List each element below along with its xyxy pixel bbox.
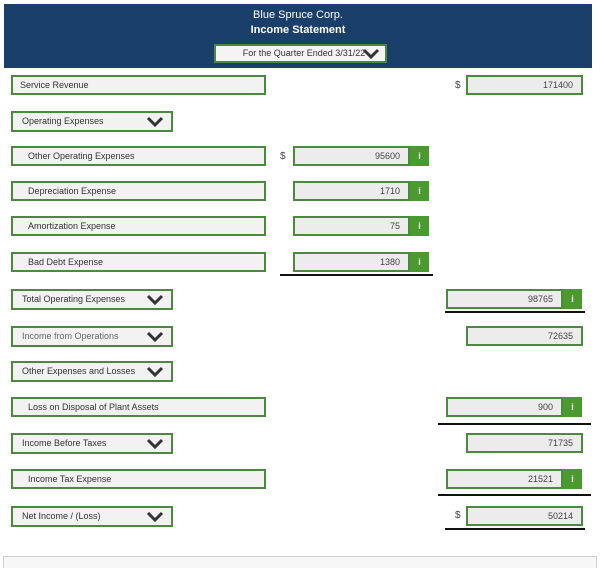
subtotal-rule — [280, 274, 433, 276]
period-select-value: For the Quarter Ended 3/31/22 — [242, 48, 366, 58]
chevron-down-icon — [146, 366, 164, 377]
bad-debt-expense-amount[interactable]: 1380 — [293, 252, 410, 272]
info-icon[interactable]: i — [410, 216, 429, 236]
income-from-operations-select[interactable] — [11, 326, 173, 347]
income-before-taxes-select[interactable] — [11, 433, 173, 454]
chevron-down-icon — [146, 294, 164, 305]
total-operating-expenses-select[interactable] — [11, 289, 173, 310]
income-tax-expense-amount[interactable]: 21521 — [446, 469, 563, 489]
amortization-expense-amount[interactable]: 75 — [293, 216, 410, 236]
net-income-select-value: Net Income / (Loss) — [22, 511, 101, 521]
currency-symbol: $ — [455, 80, 461, 91]
chevron-down-icon — [362, 48, 380, 59]
subtotal-rule — [445, 311, 585, 313]
service-revenue-field[interactable]: Service Revenue — [11, 75, 266, 95]
next-section-panel — [3, 556, 597, 568]
other-expenses-losses-select-value: Other Expenses and Losses — [22, 366, 136, 376]
amortization-expense-field[interactable]: Amortization Expense — [11, 216, 266, 236]
operating-expenses-select-value: Operating Expenses — [22, 116, 104, 126]
subtotal-rule — [438, 494, 591, 496]
operating-expenses-select[interactable] — [11, 111, 173, 132]
other-operating-expenses-field[interactable]: Other Operating Expenses — [11, 146, 266, 166]
info-icon[interactable]: i — [410, 181, 429, 201]
statement-header — [4, 4, 592, 68]
chevron-down-icon — [146, 331, 164, 342]
service-revenue-amount[interactable]: 171400 — [466, 75, 583, 95]
chevron-down-icon — [146, 511, 164, 522]
chevron-down-icon — [146, 438, 164, 449]
net-income-select[interactable] — [11, 506, 173, 527]
subtotal-rule — [438, 423, 591, 425]
period-select[interactable] — [214, 44, 387, 63]
statement-title: Income Statement — [250, 24, 346, 36]
total-operating-expenses-select-value: Total Operating Expenses — [22, 294, 126, 304]
income-from-operations-select-value: Income from Operations — [22, 331, 119, 341]
depreciation-expense-field[interactable]: Depreciation Expense — [11, 181, 266, 201]
income-from-operations-amount[interactable]: 72635 — [466, 326, 583, 346]
info-icon[interactable]: i — [563, 397, 582, 417]
income-before-taxes-select-value: Income Before Taxes — [22, 438, 107, 448]
loss-on-disposal-amount[interactable]: 900 — [446, 397, 563, 417]
income-before-taxes-amount[interactable]: 71735 — [466, 433, 583, 453]
bad-debt-expense-field[interactable]: Bad Debt Expense — [11, 252, 266, 272]
currency-symbol: $ — [455, 510, 461, 521]
other-operating-expenses-amount[interactable]: 95600 — [293, 146, 410, 166]
chevron-down-icon — [146, 116, 164, 127]
other-expenses-losses-select[interactable] — [11, 361, 173, 382]
info-icon[interactable]: i — [410, 252, 429, 272]
company-name: Blue Spruce Corp. — [253, 9, 343, 21]
loss-on-disposal-field[interactable]: Loss on Disposal of Plant Assets — [11, 397, 266, 417]
total-rule — [445, 528, 585, 530]
depreciation-expense-amount[interactable]: 1710 — [293, 181, 410, 201]
total-operating-expenses-amount[interactable]: 98765 — [446, 289, 563, 309]
currency-symbol: $ — [280, 151, 286, 162]
info-icon[interactable]: i — [563, 289, 582, 309]
info-icon[interactable]: i — [410, 146, 429, 166]
net-income-amount[interactable]: 50214 — [466, 506, 583, 526]
income-tax-expense-field[interactable]: Income Tax Expense — [11, 469, 266, 489]
info-icon[interactable]: i — [563, 469, 582, 489]
